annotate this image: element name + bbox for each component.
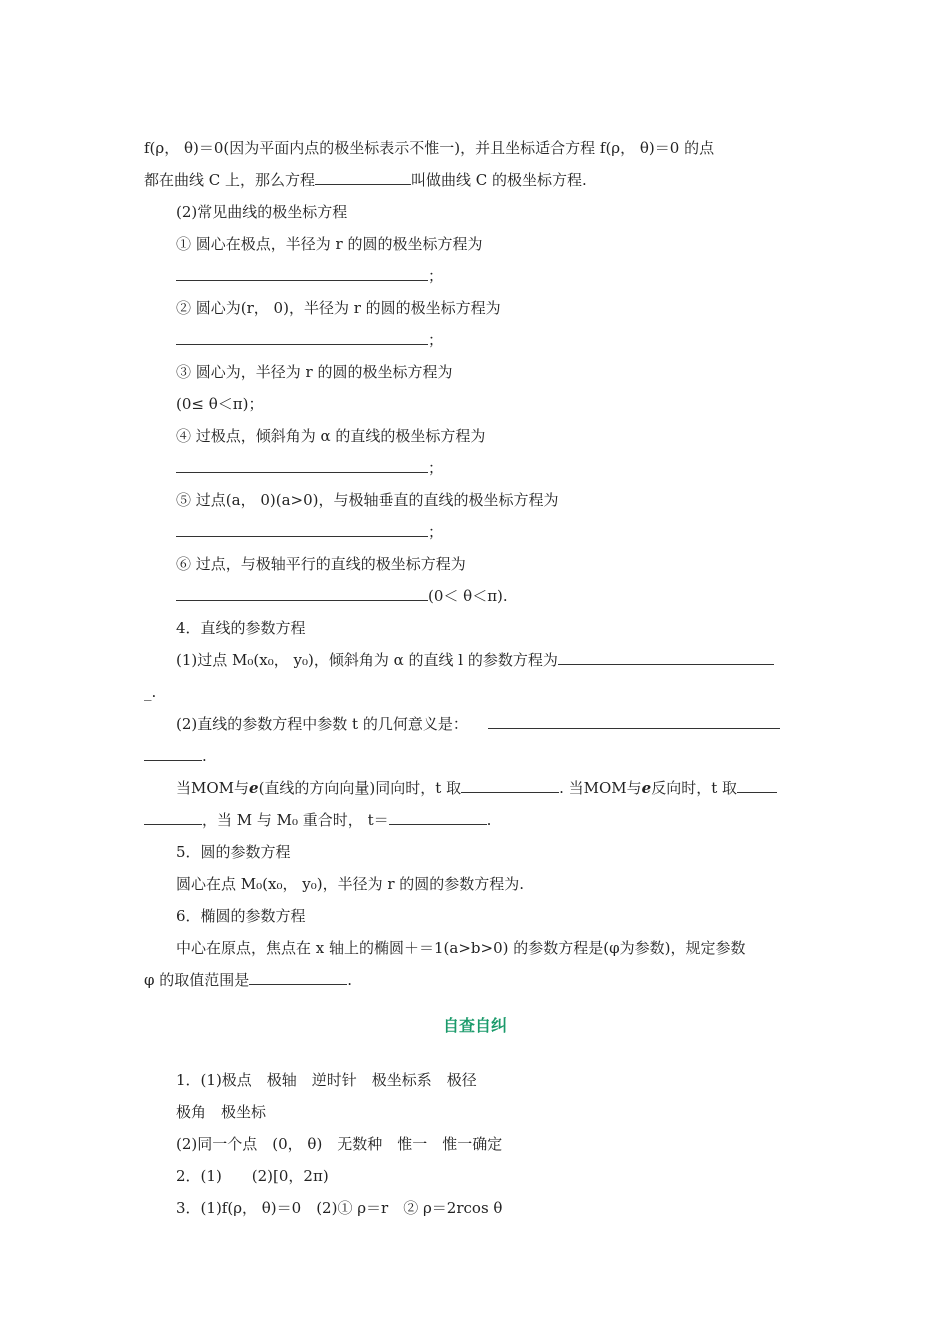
punctuation: ；	[428, 459, 444, 477]
text-line	[144, 170, 587, 190]
text-fragment: 反向时，t 取	[651, 779, 737, 797]
fill-blank	[249, 970, 347, 985]
punctuation: ；	[428, 331, 444, 349]
text-fragment: . 当MOM与	[559, 779, 642, 797]
text-fragment: (2)直线的参数方程中参数 t 的几何意义是：	[176, 715, 468, 733]
fill-blank	[176, 586, 428, 601]
list-item: ⑤ 过点(a， 0)(a>0)，与极轴垂直的直线的极坐标方程为	[176, 491, 559, 509]
text-line	[176, 714, 780, 734]
text-fragment: 当MOM与	[176, 779, 250, 797]
range-note: (0≤ θ＜π)；	[176, 395, 264, 413]
fill-blank	[144, 810, 202, 825]
answer-line: 3．(1)f(ρ， θ)＝0 (2)① ρ＝r ② ρ＝2rcos θ	[176, 1199, 503, 1217]
subheading: (2)常见曲线的极坐标方程	[176, 203, 348, 221]
punctuation: .	[486, 811, 492, 829]
text-fragment: 叫做曲线 C 的极坐标方程.	[411, 171, 587, 189]
answer-line	[176, 522, 443, 542]
text-line: 圆心在点 M₀(x₀， y₀)，半径为 r 的圆的参数方程为.	[176, 875, 525, 893]
fill-blank	[558, 650, 774, 665]
text-line: 中心在原点，焦点在 x 轴上的椭圆＋＝1(a>b>0) 的参数方程是(φ为参数)，规定参数	[176, 939, 746, 957]
text-line: _.	[144, 683, 157, 701]
fill-blank	[461, 778, 559, 793]
punctuation: .	[202, 747, 207, 765]
punctuation: .	[347, 971, 353, 989]
text-line	[176, 778, 777, 798]
fill-blank	[176, 330, 428, 345]
answer-line	[176, 266, 443, 286]
fill-blank	[176, 522, 428, 537]
list-item: ⑥ 过点，与极轴平行的直线的极坐标方程为	[176, 555, 466, 573]
fill-blank	[176, 458, 428, 473]
punctuation: ；	[428, 267, 444, 285]
fill-blank	[389, 810, 487, 825]
vector-e: e	[641, 779, 652, 797]
vector-e: e	[249, 779, 259, 797]
section-heading: 6．椭圆的参数方程	[176, 907, 306, 925]
text-fragment: (1)过点 M₀(x₀， y₀)，倾斜角为 α 的直线 l 的参数方程为	[176, 651, 558, 669]
answer-line: 极角 极坐标	[176, 1103, 267, 1121]
answer-line	[176, 458, 443, 478]
text-line	[144, 746, 207, 766]
text-line	[176, 650, 774, 670]
text-fragment: φ 的取值范围是	[144, 971, 250, 989]
fill-blank	[315, 170, 411, 185]
answer-line	[176, 330, 443, 350]
fill-blank	[176, 266, 428, 281]
text-fragment: 都在曲线 C 上，那么方程	[144, 171, 316, 189]
fill-blank	[737, 778, 777, 793]
text-line	[144, 970, 352, 990]
text-fragment: (直线的方向向量)同向时，t 取	[258, 779, 462, 797]
punctuation: ；	[428, 523, 444, 541]
list-item: ④ 过极点，倾斜角为 α 的直线的极坐标方程为	[176, 427, 486, 445]
answer-line: (2)同一个点 (0， θ) 无数种 惟一 惟一确定	[176, 1135, 503, 1153]
answer-line: 1．(1)极点 极轴 逆时针 极坐标系 极径	[176, 1071, 477, 1089]
answer-line: 2．(1) (2)[0，2π)	[176, 1167, 329, 1185]
text-fragment: ，当 M 与 M₀ 重合时， t＝	[202, 811, 389, 829]
fill-blank	[144, 746, 202, 761]
answer-line	[176, 586, 508, 606]
text-line	[144, 810, 491, 830]
range-note: (0＜ θ＜π).	[428, 587, 508, 605]
section-heading: 4．直线的参数方程	[176, 619, 306, 637]
text-line: f(ρ， θ)＝0(因为平面内点的极坐标表示不惟一)，并且坐标适合方程 f(ρ， θ)＝0 的点	[144, 139, 715, 157]
list-item: ② 圆心为(r， 0)，半径为 r 的圆的极坐标方程为	[176, 299, 501, 317]
section-title: 自查自纠	[442, 1016, 507, 1035]
section-heading: 5．圆的参数方程	[176, 843, 291, 861]
list-item: ③ 圆心为，半径为 r 的圆的极坐标方程为	[176, 363, 453, 381]
fill-blank	[488, 714, 780, 729]
list-item: ① 圆心在极点，半径为 r 的圆的极坐标方程为	[176, 235, 483, 253]
